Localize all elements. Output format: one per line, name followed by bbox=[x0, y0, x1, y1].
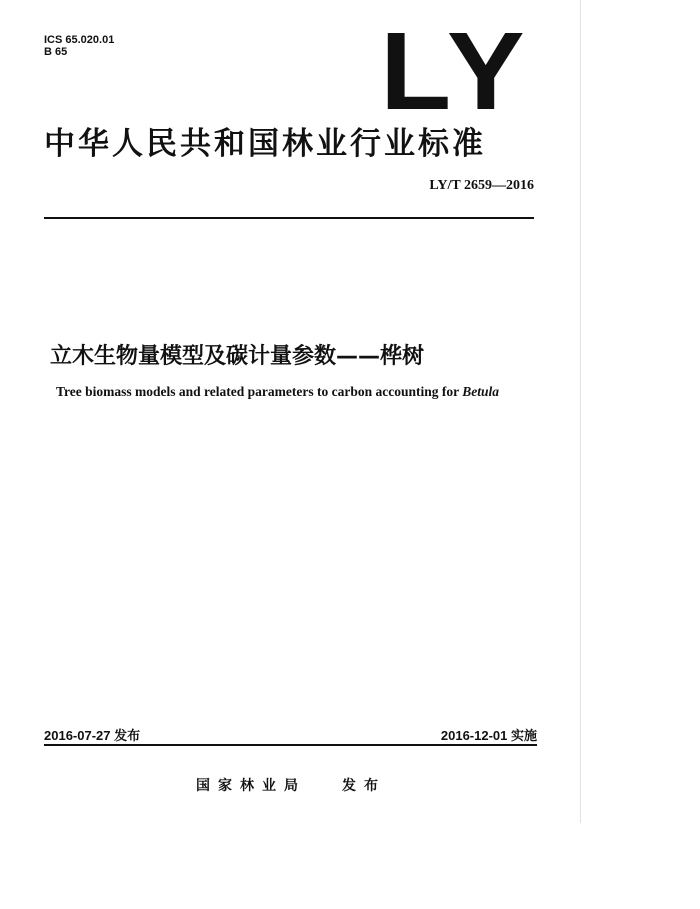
ccs-code: B 65 bbox=[44, 46, 68, 58]
issue-label: 发布 bbox=[342, 778, 386, 794]
standard-number: LY/T 2659—2016 bbox=[429, 178, 534, 193]
publish-date: 2016-07-27 发布 bbox=[44, 728, 141, 743]
footer-rule bbox=[44, 744, 537, 746]
ics-code: ICS 65.020.01 bbox=[44, 34, 115, 46]
header-rule bbox=[44, 217, 534, 219]
industry-code-logo: LY bbox=[380, 10, 532, 133]
document-title-english bbox=[56, 384, 556, 400]
document-title-chinese: 立木生物量模型及碳计量参数——桦树 bbox=[50, 344, 425, 369]
implement-date: 2016-12-01 实施 bbox=[440, 728, 537, 743]
page-edge-divider bbox=[580, 0, 581, 823]
standard-title: 中华人民共和国林业行业标准 bbox=[44, 126, 486, 162]
issuing-authority: 国家林业局 bbox=[196, 778, 306, 794]
classification-codes bbox=[44, 34, 114, 58]
english-title-text: Tree biomass models and related parameters to carbon accounting for bbox=[56, 384, 463, 399]
english-title-genus: Betula bbox=[462, 384, 499, 399]
